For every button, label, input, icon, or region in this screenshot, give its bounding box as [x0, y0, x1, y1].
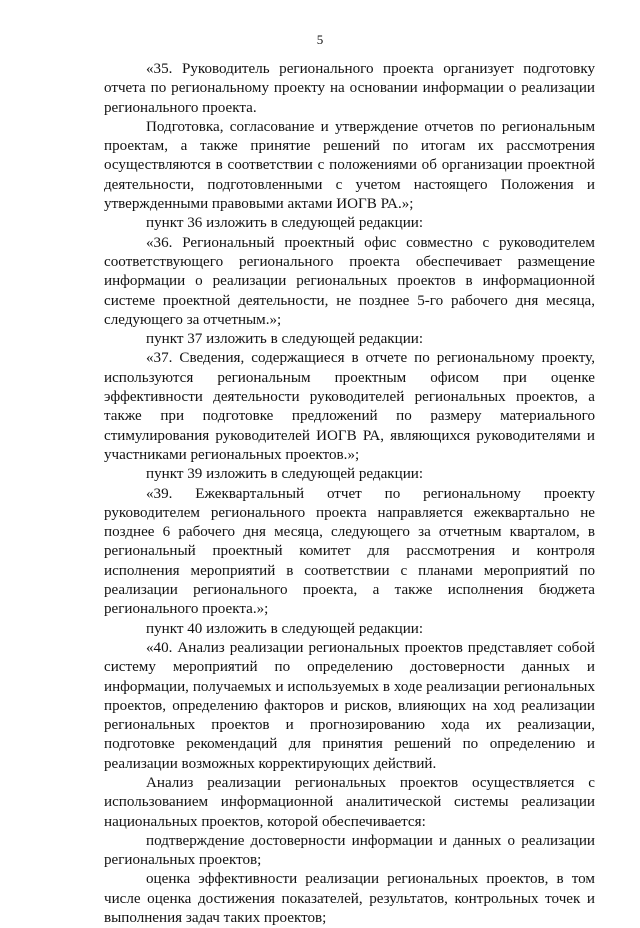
instruction-point-40: пункт 40 изложить в следующей редакции: [146, 620, 424, 637]
paragraph-39: «39. Ежеквартальный отчет по региональному проекту руководителем регионального проекта направляется ежеквартально не позднее 6 рабочего дня месяца, следующего за отчетным кварталом, в региональный проектный комитет для рассмотрения и контроля исполнения мероприятий в соответствии с планами мероприятий по реализации регионального проекта, а также исполнения бюджета регионального проекта.»; [104, 485, 595, 618]
paragraph-36: «36. Региональный проектный офис совместно с руководителем соответствующего регионального проекта обеспечивает размещение информации о реализации региональных проектов в информационной системе проектной деятельности, не позднее 5-го рабочего дня месяца, следующего за отчетным.»; [104, 234, 595, 328]
document-body [104, 60, 595, 928]
list-item-verification: подтверждение достоверности информации и данных о реализации региональных проектов; [104, 832, 595, 869]
paragraph-40: «40. Анализ реализации региональных проектов представляет собой систему мероприятий по определению достоверности данных и информации, получаемых и используемых в ходе реализации региональных проектов, определению факторов и рисков, влияющих на ход реализации региональных проектов и прогнозированию хода их реализации, подготовке рекомендаций для принятия решений по определению и реализации возможных корректирующих действий. [104, 639, 595, 772]
paragraph-35-reports: Подготовка, согласование и утверждение отчетов по региональным проектам, а также принятие решений по итогам их рассмотрения осуществляются в соответствии с положениями об организации проектной деятельности, подготовленными с учетом настоящего Положения и утвержденными правовыми актами ИОГВ РА.»; [104, 118, 595, 213]
instruction-point-36: пункт 36 изложить в следующей редакции: [146, 215, 424, 232]
paragraph-40-analysis: Анализ реализации региональных проектов осуществляется с использованием информационной аналитической системы реализации национальных проектов, которой обеспечивается: [104, 774, 595, 830]
instruction-point-37: пункт 37 изложить в следующей редакции: [146, 331, 424, 348]
page-number: 5 [316, 32, 324, 47]
paragraph-37: «37. Сведения, содержащиеся в отчете по региональному проекту, используются региональным проектным офисом при оценке эффективности деятельности руководителей региональных проектов, а также при подготовке предложений по размеру материального стимулирования руководителей ИОГВ РА, являющихся руководителями и участниками региональных проектов.»; [104, 350, 595, 463]
list-item-evaluation: оценка эффективности реализации региональных проектов, в том числе оценка достижения показателей, результатов, контрольных точек и выполнения задач таких проектов; [104, 871, 595, 927]
paragraph-35-intro: «35. Руководитель регионального проекта организует подготовку отчета по региональному проекту на основании информации о реализации регионального проекта. [104, 61, 595, 116]
instruction-point-39: пункт 39 изложить в следующей редакции: [146, 466, 424, 483]
